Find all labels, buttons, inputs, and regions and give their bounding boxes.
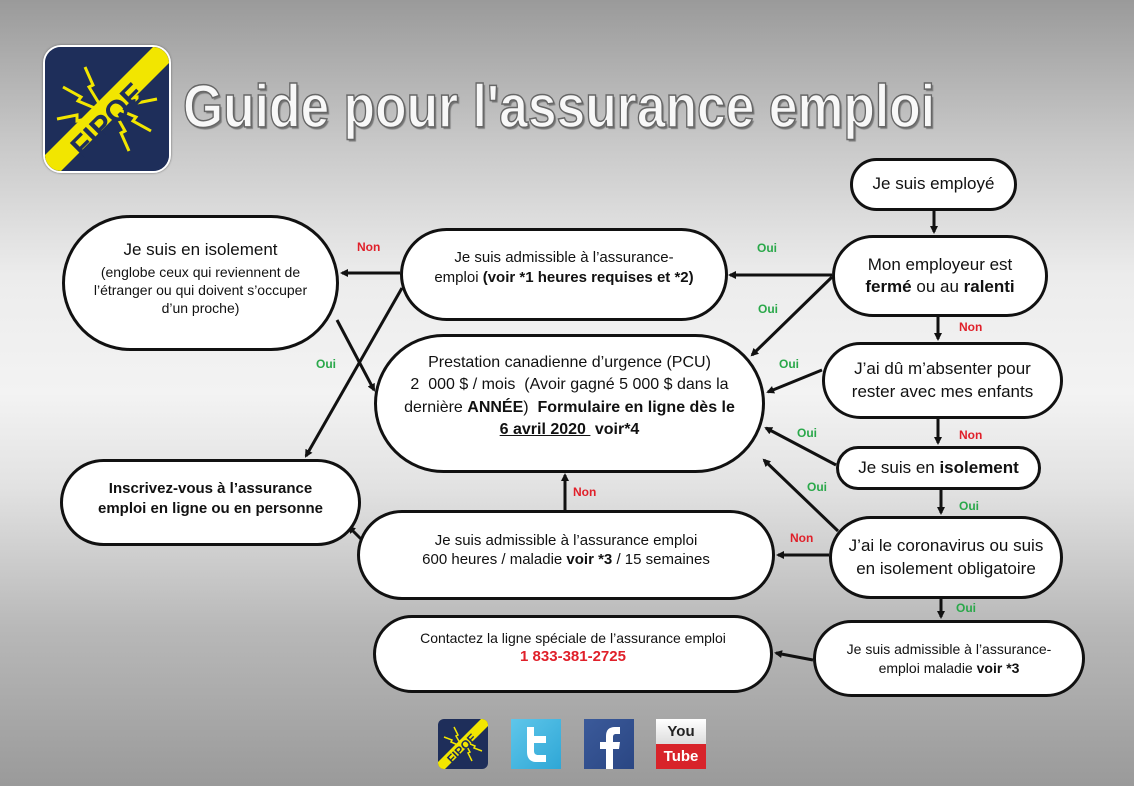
text: Je suis en (858, 457, 940, 477)
twitter-icon (511, 719, 561, 769)
node-text-line1: J’ai dû m’absenter pour (854, 359, 1031, 379)
node-text-line1: Je suis admissible à l’assurance emploi (434, 531, 698, 549)
node-text-line1: J’ai le coronavirus ou suis (848, 536, 1044, 556)
node-text-line2 (865, 276, 1014, 298)
arrow-coronavirus-to-pcu (764, 460, 838, 531)
label-oui: Oui (956, 601, 976, 615)
text: / 15 semaines (612, 551, 710, 568)
bold-text: isolement (939, 457, 1019, 477)
node-text-line1: Prestation canadienne d’urgence (PCU) (428, 353, 711, 371)
text: dernière (404, 398, 468, 416)
node-text-line1: Inscrivez-vous à l’assurance (108, 480, 313, 497)
node-title: Je suis en isolement (123, 239, 278, 259)
node-admissible-600 (357, 510, 775, 600)
fipoe-footer-link[interactable] (438, 719, 488, 769)
node-text-line1: Mon employeur est (867, 254, 1013, 274)
node-pcu (374, 334, 765, 473)
label-oui: Oui (797, 426, 817, 440)
node-text-line2: rester avec mes enfants (851, 381, 1034, 401)
text: voir*4 (590, 420, 640, 438)
fipoe-icon-text: FIPOE (444, 730, 480, 767)
node-isolement-left (62, 215, 339, 351)
node-text-line4 (500, 419, 640, 441)
label-oui: Oui (807, 480, 827, 494)
node-text-line3: d’un proche) (161, 300, 240, 317)
node-absenter-enfants (822, 342, 1063, 419)
label-non: Non (959, 320, 983, 334)
node-text-line2: l’étranger ou qui doivent s’occuper (93, 281, 308, 298)
youtube-bottom: Tube (656, 744, 706, 769)
fipoe-logo (43, 45, 171, 173)
node-je-suis-employe (850, 158, 1017, 211)
label-non: Non (573, 485, 597, 499)
bold-text: ralenti (963, 277, 1015, 296)
arrow-maladie-to-contact (776, 653, 813, 660)
node-text-line2 (422, 550, 710, 570)
node-admissible-maladie (813, 620, 1085, 697)
bold-text: voir *3 (976, 659, 1020, 676)
node-text-line2 (879, 659, 1020, 677)
text: ) (523, 398, 538, 416)
arrow-isolement-to-pcu-left (337, 320, 374, 390)
node-text-line1: Contactez la ligne spéciale de l’assurance emploi (420, 630, 726, 647)
node-text: Je suis employé (872, 174, 995, 194)
facebook-link[interactable] (584, 719, 634, 769)
bold-text: Formulaire en ligne dès le (537, 398, 735, 416)
page-title: Guide pour l'assurance emploi (183, 73, 936, 140)
node-text-line1: Je suis admissible à l’assurance- (454, 249, 674, 266)
text: 600 heures / maladie (422, 551, 567, 568)
label-oui: Oui (758, 302, 778, 316)
node-text-line1: Je suis admissible à l’assurance- (846, 641, 1052, 658)
node-text-line2: 2 000 $ / mois (Avoir gagné 5 000 $ dans la (410, 376, 729, 394)
youtube-link[interactable] (656, 719, 706, 769)
node-isolement-right (836, 446, 1041, 490)
node-contact (373, 615, 773, 693)
bold-text: (voir *1 heures requises et *2) (482, 268, 694, 286)
label-non: Non (357, 240, 381, 254)
node-inscrivez (60, 459, 361, 546)
arrow-absenter-to-pcu (768, 370, 822, 392)
logo-text: FIPOE (64, 76, 152, 164)
twitter-link[interactable] (511, 719, 561, 769)
node-text (858, 457, 1019, 479)
text: ou au (911, 277, 964, 296)
label-non: Non (959, 428, 983, 442)
label-oui: Oui (779, 357, 799, 371)
bold-text: ANNÉE (467, 398, 524, 416)
label-oui: Oui (757, 241, 777, 255)
node-text-line3 (404, 397, 735, 419)
text: emploi maladie (878, 659, 977, 676)
text: emploi (434, 268, 483, 286)
fipoe-logo-icon (438, 719, 488, 769)
node-text-line2: en isolement obligatoire (856, 558, 1036, 578)
node-text-line2 (434, 268, 693, 288)
youtube-top: You (656, 719, 706, 744)
node-admissible-ae (400, 228, 728, 321)
phone-number: 1 833-381-2725 (520, 648, 626, 666)
arrow-employeur-to-pcu (752, 277, 832, 355)
node-text-line2: emploi en ligne ou en personne (97, 499, 324, 517)
bold-text: voir *3 (566, 551, 613, 568)
node-coronavirus (829, 516, 1063, 599)
label-oui: Oui (316, 357, 336, 371)
underlined-date: 6 avril 2020 (499, 420, 591, 438)
node-employeur-ferme (832, 235, 1048, 317)
facebook-icon (584, 719, 634, 769)
label-oui: Oui (959, 499, 979, 513)
bold-text: fermé (865, 277, 912, 296)
label-non: Non (790, 531, 814, 545)
youtube-icon (656, 719, 706, 769)
node-text-line1: (englobe ceux qui reviennent de (100, 263, 301, 280)
